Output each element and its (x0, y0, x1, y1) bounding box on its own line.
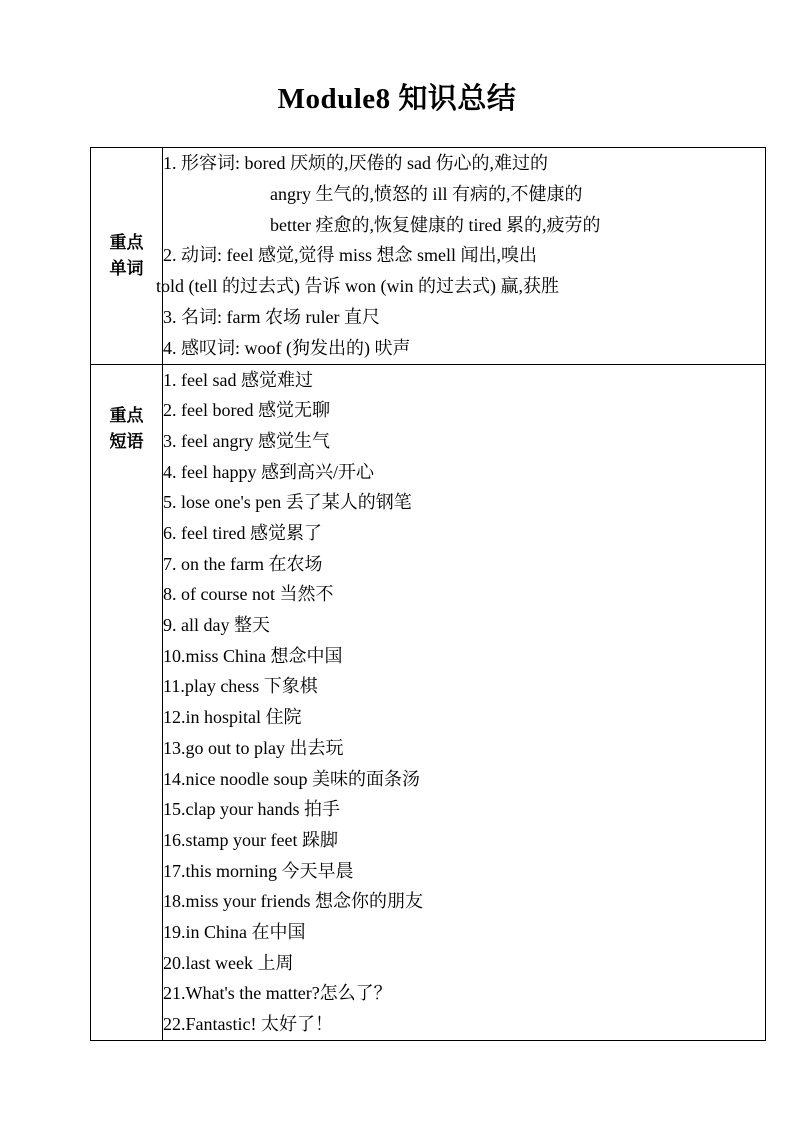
phrase-line: 19.in China 在中国 (163, 921, 306, 942)
key-words-content (156, 148, 766, 365)
key-phrases-label-line2: 短语 (109, 431, 144, 451)
key-words-label-line2: 单词 (109, 258, 144, 278)
phrase-line: 21.What's the matter?怎么了？ (163, 983, 392, 1004)
phrase-line: 18.miss your friends 想念你的朋友 (163, 891, 423, 912)
word-line: 1. 形容词: bored 厌烦的,厌倦的 sad 伤心的,难过的 (163, 153, 548, 173)
key-phrases-content (163, 364, 766, 1040)
word-line: 3. 名词: farm 农场 ruler 直尺 (163, 306, 380, 327)
phrase-line: 10.miss China 想念中国 (163, 645, 343, 666)
word-line: 4. 感叹词: woof (狗发出的) 吠声 (163, 337, 411, 358)
key-phrases-label-line1: 重点 (109, 405, 144, 425)
phrase-line: 7. on the farm 在农场 (163, 553, 323, 574)
phrase-line: 20.last week 上周 (163, 952, 294, 973)
phrase-line: 5. lose one's pen 丢了某人的钢笔 (163, 492, 412, 513)
phrase-line: 6. feel tired 感觉累了 (163, 523, 322, 544)
phrase-line: 8. of course not 当然不 (163, 584, 334, 605)
word-line: angry 生气的,愤怒的 ill 有病的,不健康的 (270, 183, 583, 204)
phrase-line: 11.play chess 下象棋 (163, 676, 318, 697)
phrase-line: 16.stamp your feet 跺脚 (163, 829, 338, 850)
key-words-label-line1: 重点 (109, 232, 144, 252)
word-line: 2. 动词: feel 感觉,觉得 miss 想念 smell 闻出,嗅出 (163, 245, 537, 266)
phrase-line: 22.Fantastic! 太好了！ (163, 1014, 333, 1035)
key-phrases-row (91, 364, 766, 1040)
summary-table (90, 147, 766, 1041)
phrase-line: 1. feel sad 感觉难过 (163, 369, 313, 390)
phrase-line: 3. feel angry 感觉生气 (163, 430, 330, 451)
phrase-line: 17.this morning 今天早晨 (163, 860, 354, 881)
word-line: told (tell 的过去式) 告诉 won (win 的过去式) 赢,获胜 (156, 276, 559, 297)
phrase-line: 12.in hospital 住院 (163, 707, 302, 728)
phrase-line: 4. feel happy 感到高兴/开心 (163, 461, 374, 482)
phrase-line: 14.nice noodle soup 美味的面条汤 (163, 768, 420, 789)
word-line: better 痊愈的,恢复健康的 tired 累的,疲劳的 (270, 214, 601, 235)
key-phrases-label (91, 364, 163, 1040)
key-words-label (91, 148, 163, 365)
phrase-line: 13.go out to play 出去玩 (163, 737, 344, 758)
page-title: Module8 知识总结 (277, 83, 517, 115)
phrase-line: 2. feel bored 感觉无聊 (163, 400, 330, 421)
phrase-line: 9. all day 整天 (163, 615, 270, 636)
phrase-line: 15.clap your hands 拍手 (163, 799, 340, 820)
key-words-row (91, 148, 766, 365)
